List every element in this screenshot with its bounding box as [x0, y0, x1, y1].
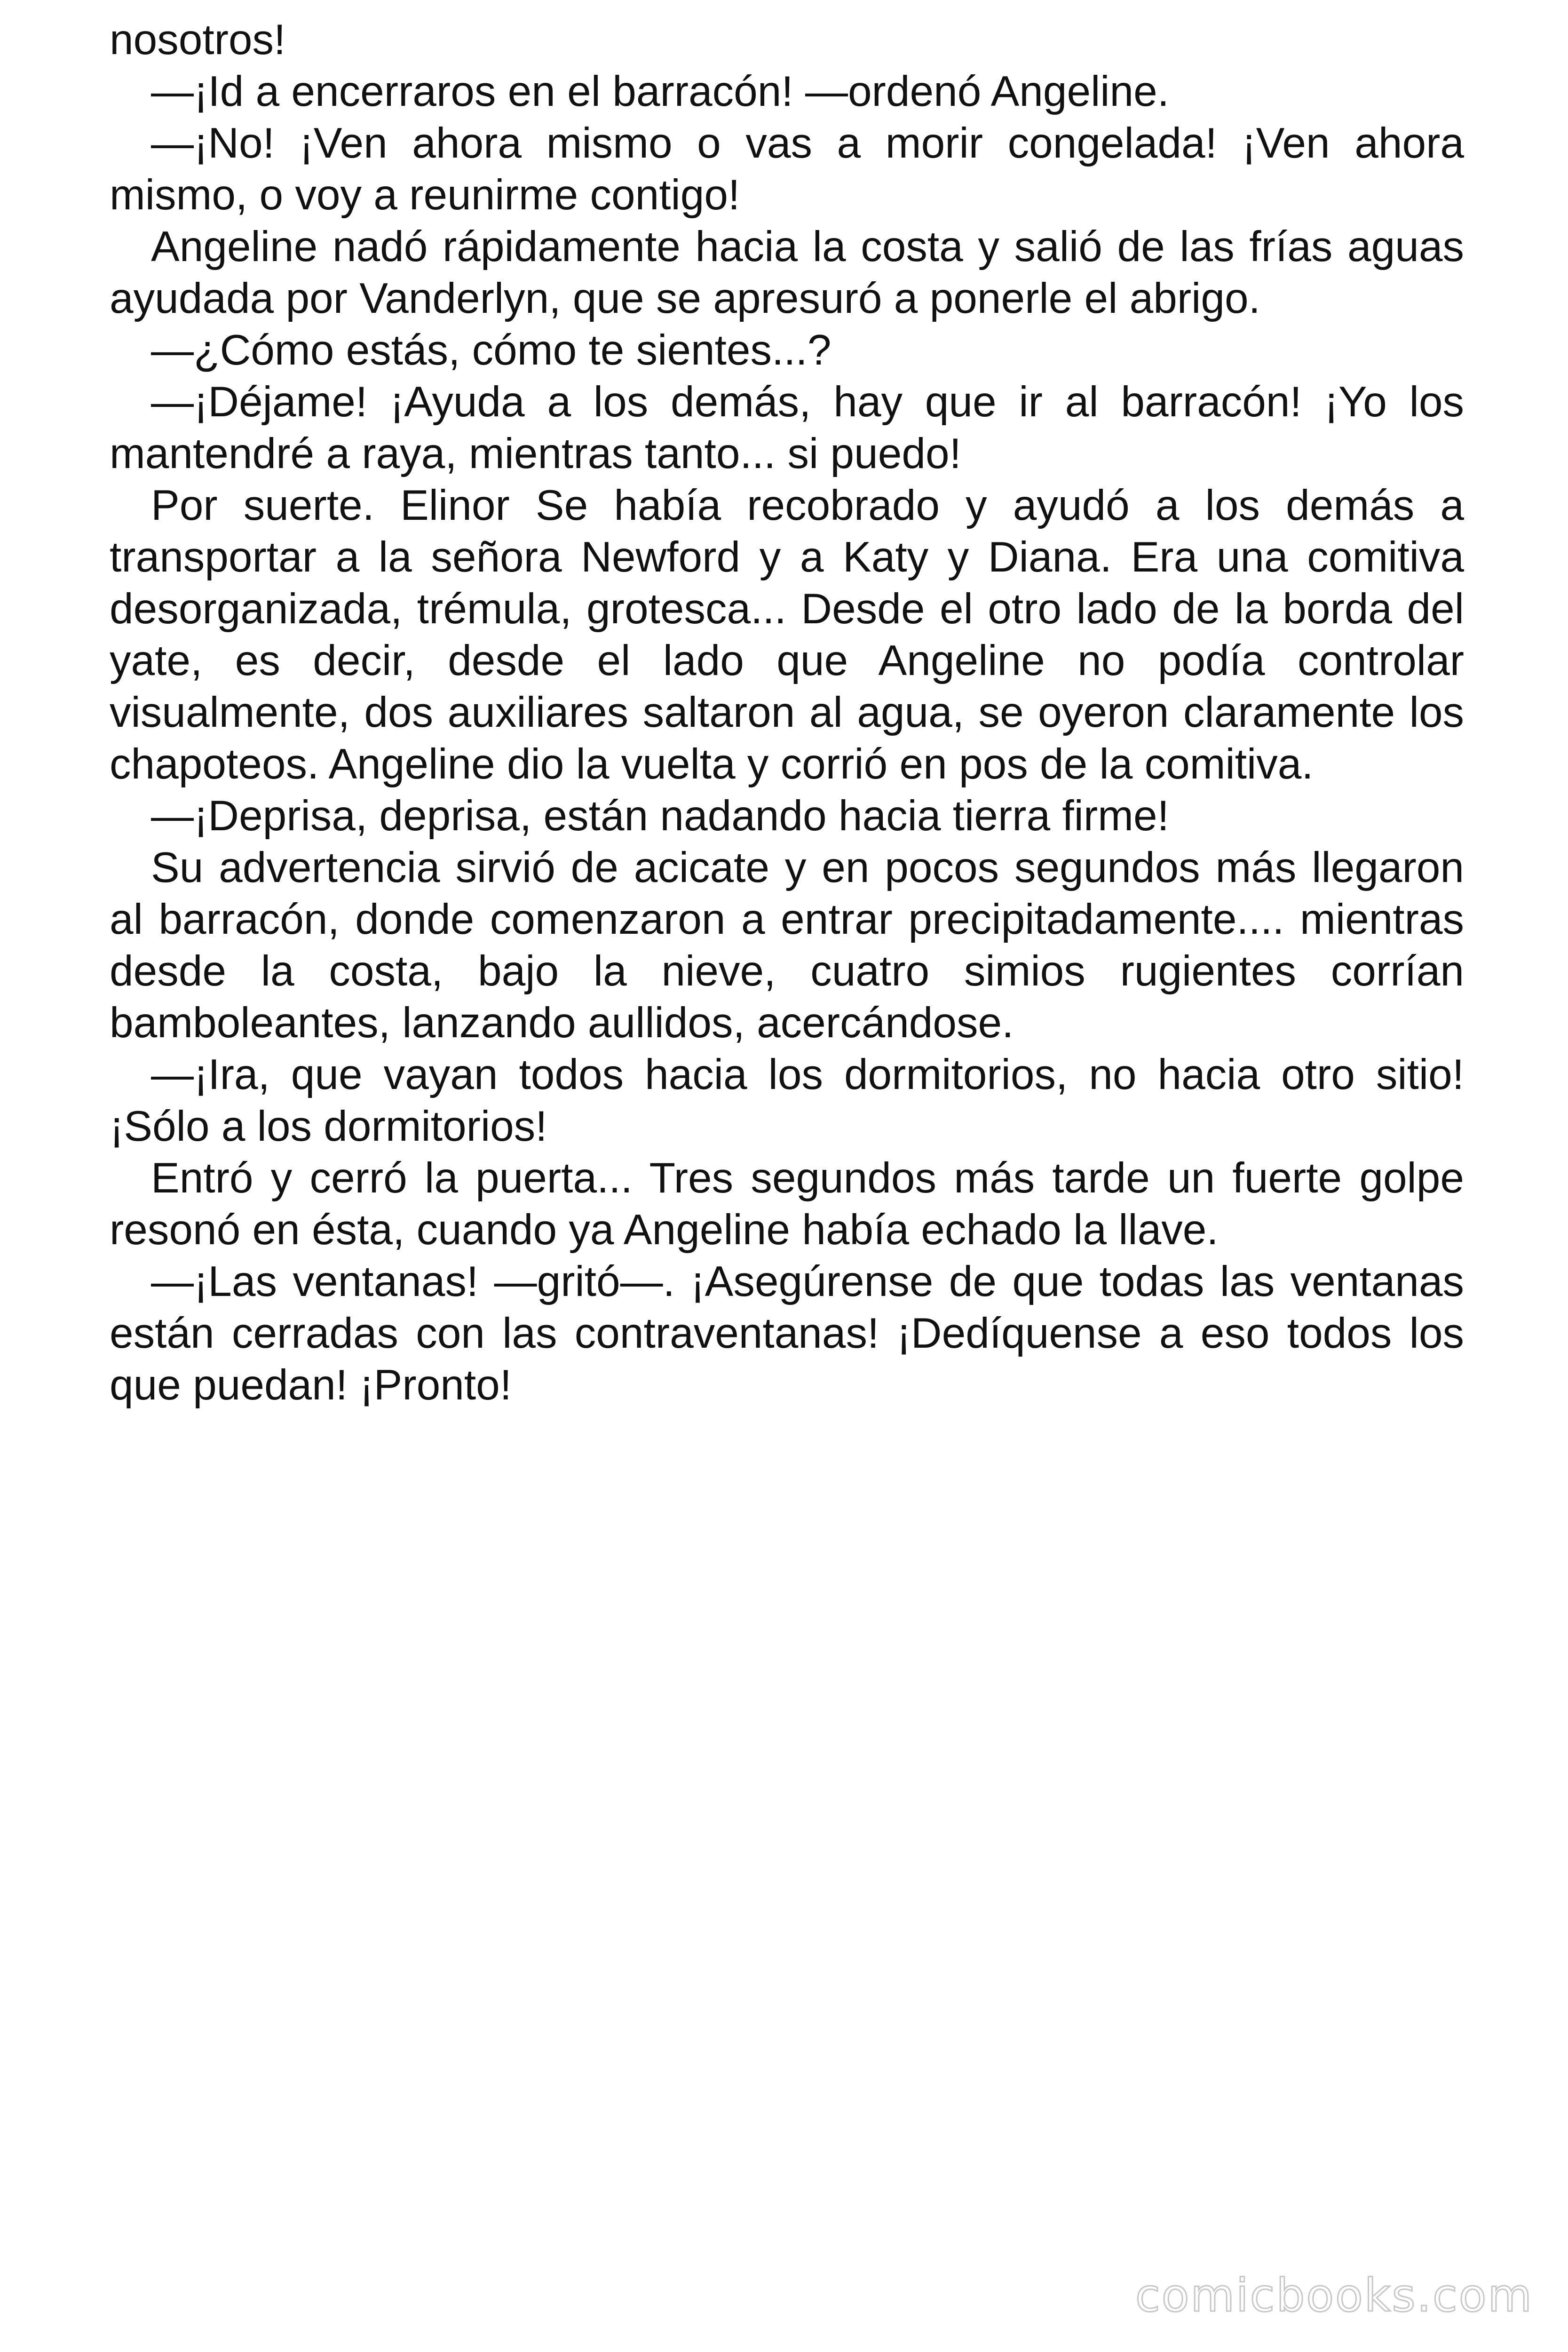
paragraph: —¡Deprisa, deprisa, están nadando hacia tierra firme!: [151, 792, 1169, 840]
paragraph: Angeline nadó rápidamente hacia la costa y salió de las frías aguas ayudada por Vanderlyn, que se apresuró a ponerle el abrigo.: [110, 223, 1464, 322]
paragraph: Entró y cerró la puerta... Tres segundos más tarde un fuerte golpe resonó en ésta, cuando ya Angeline había echado la llave.: [110, 1154, 1464, 1254]
watermark: comicbooks.com: [1135, 2269, 1533, 2322]
paragraph: —¿Cómo estás, cómo te sientes...?: [151, 326, 832, 374]
paragraph: —¡Ira, que vayan todos hacia los dormitorios, no hacia otro sitio! ¡Sólo a los dormitorios!: [110, 1051, 1464, 1150]
paragraph: Su advertencia sirvió de acicate y en pocos segundos más llegaron al barracón, donde comenzaron a entrar precipitadamente.... mientras desde la costa, bajo la nieve, cuatro simios rugientes corrían bamboleantes, lanzando aullidos, acercándose.: [110, 844, 1464, 1047]
paragraph: —¡Id a encerraros en el barracón! —ordenó Angeline.: [151, 68, 1170, 115]
paragraph: —¡Las ventanas! —gritó—. ¡Asegúrense de que todas las ventanas están cerradas con las contraventanas! ¡Dedíquense a eso todos los que puedan! ¡Pronto!: [110, 1258, 1464, 1409]
paragraph: Por suerte. Elinor Se había recobrado y ayudó a los demás a transportar a la señora Newford y a Katy y Diana. Era una comitiva desorganizada, trémula, grotesca... Desde el otro lado de la borda del yate, es decir, desde el lado que Angeline no podía controlar visualmente, dos auxiliares saltaron al agua, se oyeron claramente los chapoteos. Angeline dio la vuelta y corrió en pos de la comitiva.: [110, 482, 1464, 788]
paragraph: —¡Déjame! ¡Ayuda a los demás, hay que ir al barracón! ¡Yo los mantendré a raya, mientras tanto... si puedo!: [110, 378, 1464, 477]
paragraph: nosotros!: [110, 16, 286, 64]
page-body-text: [110, 14, 1464, 1411]
paragraph: —¡No! ¡Ven ahora mismo o vas a morir congelada! ¡Ven ahora mismo, o voy a reunirme contigo!: [110, 119, 1464, 219]
